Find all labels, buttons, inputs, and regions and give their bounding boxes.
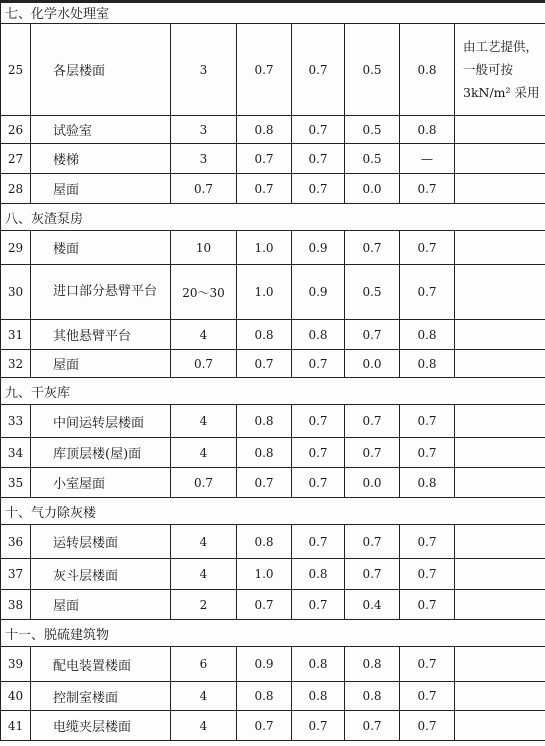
value-cell: 0.7	[400, 525, 455, 559]
value-cell: 0.5	[345, 144, 400, 174]
value-cell: 0.0	[345, 174, 400, 204]
value-cell: 0.8	[237, 116, 292, 144]
value-cell: 0.8	[400, 116, 455, 144]
note-cell	[455, 320, 545, 350]
value-cell: 0.7	[345, 711, 400, 741]
value-cell: 1.0	[237, 265, 292, 320]
note-cell	[455, 231, 545, 265]
value-cell: 2	[171, 590, 237, 620]
row-number: 35	[1, 468, 31, 498]
table-row	[1, 265, 545, 320]
value-cell: 0.8	[292, 320, 345, 350]
section-header-row	[1, 1, 545, 24]
value-cell: 0.7	[345, 320, 400, 350]
value-cell: 0.7	[237, 590, 292, 620]
value-cell: 3	[171, 116, 237, 144]
table-row	[1, 350, 545, 378]
value-cell: 0.9	[237, 647, 292, 682]
item-name: 试验室	[31, 116, 171, 144]
value-cell: 0.7	[292, 116, 345, 144]
value-cell: 0.7	[400, 682, 455, 711]
value-cell: 0.8	[345, 647, 400, 682]
value-cell: 0.7	[237, 144, 292, 174]
section-title: 十一、脱硫建筑物	[1, 620, 545, 647]
value-cell: 0.7	[400, 559, 455, 590]
item-name: 屋面	[31, 350, 171, 378]
row-number: 26	[1, 116, 31, 144]
value-cell: 0.7	[292, 525, 345, 559]
item-name: 楼面	[31, 231, 171, 265]
table-row	[1, 320, 545, 350]
table-row	[1, 174, 545, 204]
section-header-row	[1, 204, 545, 231]
value-cell: 0.7	[400, 405, 455, 438]
value-cell: 0.7	[237, 711, 292, 741]
value-cell: 3	[171, 24, 237, 116]
item-name: 电缆夹层楼面	[31, 711, 171, 741]
note-cell: 由工艺提供，一般可按 3kN/m² 采用	[455, 24, 545, 116]
value-cell: 0.8	[345, 682, 400, 711]
value-cell: 4	[171, 320, 237, 350]
row-number: 31	[1, 320, 31, 350]
value-cell: 0.8	[237, 525, 292, 559]
table-row	[1, 231, 545, 265]
value-cell: 0.9	[292, 265, 345, 320]
value-cell: 4	[171, 438, 237, 468]
value-cell: 0.7	[292, 144, 345, 174]
section-header-row	[1, 498, 545, 525]
table-row	[1, 682, 545, 711]
section-title: 八、灰渣泵房	[1, 204, 545, 231]
value-cell: 0.7	[292, 350, 345, 378]
value-cell: 0.7	[345, 559, 400, 590]
section-title: 九、干灰库	[1, 378, 545, 405]
row-number: 36	[1, 525, 31, 559]
value-cell: 1.0	[237, 559, 292, 590]
value-cell: 0.7	[345, 438, 400, 468]
item-name: 屋面	[31, 590, 171, 620]
item-name: 楼梯	[31, 144, 171, 174]
value-cell: 0.7	[400, 174, 455, 204]
value-cell: 0.7	[292, 405, 345, 438]
value-cell: 0.0	[345, 468, 400, 498]
item-name: 其他悬臂平台	[31, 320, 171, 350]
value-cell: 0.0	[345, 350, 400, 378]
table-body	[1, 1, 545, 741]
row-number: 32	[1, 350, 31, 378]
value-cell: 3	[171, 144, 237, 174]
note-cell	[455, 438, 545, 468]
item-name: 小室屋面	[31, 468, 171, 498]
section-header-row	[1, 620, 545, 647]
value-cell: 4	[171, 559, 237, 590]
value-cell: 0.5	[345, 116, 400, 144]
value-cell: 0.7	[292, 468, 345, 498]
value-cell: 0.4	[345, 590, 400, 620]
value-cell: 0.7	[400, 231, 455, 265]
item-name: 各层楼面	[31, 24, 171, 116]
value-cell: 0.7	[292, 711, 345, 741]
note-cell	[455, 350, 545, 378]
value-cell: 4	[171, 525, 237, 559]
value-cell: 0.9	[292, 231, 345, 265]
value-cell: 0.7	[292, 438, 345, 468]
item-name: 运转层楼面	[31, 525, 171, 559]
value-cell: 0.8	[400, 468, 455, 498]
value-cell: 0.7	[345, 525, 400, 559]
row-number: 39	[1, 647, 31, 682]
value-cell: 0.8	[400, 24, 455, 116]
table-row	[1, 468, 545, 498]
value-cell: 0.8	[237, 405, 292, 438]
table-row	[1, 144, 545, 174]
value-cell: 6	[171, 647, 237, 682]
table-row	[1, 711, 545, 741]
value-cell: 0.7	[400, 438, 455, 468]
row-number: 37	[1, 559, 31, 590]
value-cell: 0.7	[345, 231, 400, 265]
value-cell: 0.7	[171, 350, 237, 378]
section-title: 七、化学水处理室	[1, 1, 545, 24]
value-cell: 0.8	[237, 320, 292, 350]
value-cell: 0.7	[237, 24, 292, 116]
note-cell	[455, 559, 545, 590]
value-cell: 0.7	[292, 590, 345, 620]
table-row	[1, 438, 545, 468]
value-cell: 4	[171, 405, 237, 438]
value-cell: 0.7	[400, 590, 455, 620]
table-row	[1, 525, 545, 559]
row-number: 29	[1, 231, 31, 265]
row-number: 38	[1, 590, 31, 620]
value-cell: 20～30	[171, 265, 237, 320]
row-number: 28	[1, 174, 31, 204]
value-cell: 0.7	[237, 468, 292, 498]
value-cell: 0.7	[345, 405, 400, 438]
table-row	[1, 647, 545, 682]
value-cell: 4	[171, 682, 237, 711]
table-row	[1, 24, 545, 116]
row-number: 41	[1, 711, 31, 741]
item-name: 屋面	[31, 174, 171, 204]
value-cell: 0.5	[345, 24, 400, 116]
value-cell: 1.0	[237, 231, 292, 265]
table-row	[1, 405, 545, 438]
row-number: 33	[1, 405, 31, 438]
value-cell: 0.7	[237, 350, 292, 378]
value-cell: 0.8	[400, 350, 455, 378]
row-number: 25	[1, 24, 31, 116]
row-number: 40	[1, 682, 31, 711]
note-cell	[455, 174, 545, 204]
value-cell: 0.7	[292, 174, 345, 204]
value-cell: 10	[171, 231, 237, 265]
value-cell: 0.8	[292, 647, 345, 682]
value-cell: 0.7	[400, 265, 455, 320]
note-cell	[455, 525, 545, 559]
value-cell: 0.5	[345, 265, 400, 320]
value-cell: 4	[171, 711, 237, 741]
note-cell	[455, 265, 545, 320]
value-cell: 0.8	[292, 559, 345, 590]
note-cell	[455, 144, 545, 174]
value-cell: 0.7	[292, 24, 345, 116]
section-title: 十、气力除灰楼	[1, 498, 545, 525]
note-cell	[455, 405, 545, 438]
row-number: 27	[1, 144, 31, 174]
note-cell	[455, 116, 545, 144]
value-cell: 0.8	[237, 438, 292, 468]
table-row	[1, 116, 545, 144]
value-cell: 0.7	[400, 711, 455, 741]
item-name: 中间运转层楼面	[31, 405, 171, 438]
note-cell	[455, 468, 545, 498]
item-name: 进口部分悬臂平台	[31, 265, 171, 320]
item-name: 控制室楼面	[31, 682, 171, 711]
table-row	[1, 559, 545, 590]
value-cell: —	[400, 144, 455, 174]
item-name: 配电装置楼面	[31, 647, 171, 682]
value-cell: 0.7	[237, 174, 292, 204]
note-cell	[455, 682, 545, 711]
value-cell: 0.7	[400, 647, 455, 682]
row-number: 34	[1, 438, 31, 468]
row-number: 30	[1, 265, 31, 320]
item-name: 库顶层楼(屋)面	[31, 438, 171, 468]
value-cell: 0.8	[400, 320, 455, 350]
note-cell	[455, 711, 545, 741]
value-cell: 0.7	[171, 174, 237, 204]
value-cell: 0.7	[171, 468, 237, 498]
value-cell: 0.8	[237, 682, 292, 711]
item-name: 灰斗层楼面	[31, 559, 171, 590]
note-cell	[455, 647, 545, 682]
section-header-row	[1, 378, 545, 405]
value-cell: 0.8	[292, 682, 345, 711]
note-cell	[455, 590, 545, 620]
table-row	[1, 590, 545, 620]
